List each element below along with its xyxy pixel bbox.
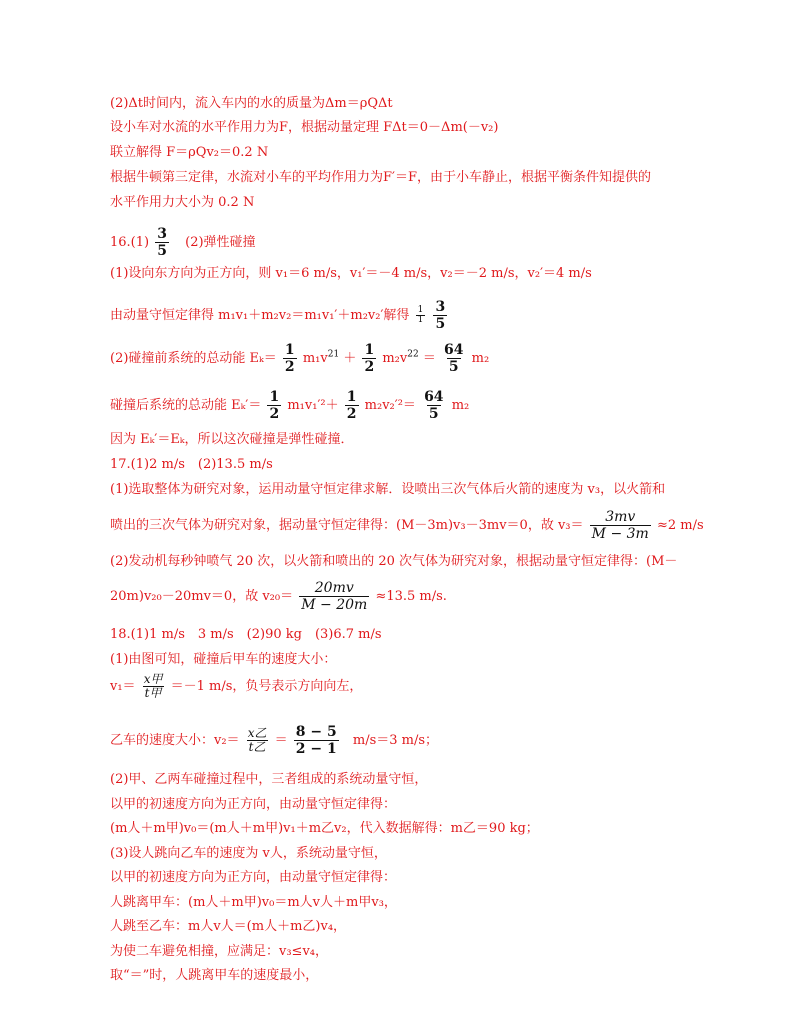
text-line: (m人＋m甲)v₀＝(m人＋m甲)v₁＋m乙v₂，代入数据解得：m乙＝90 kg；	[110, 821, 539, 836]
fraction: $\frac{1}{2}$	[346, 389, 357, 422]
text-line: 以甲的初速度方向为正方向，由动量守恒定律得：	[110, 797, 397, 812]
answer-16-line	[110, 226, 256, 259]
text-line: 取“＝”时，人跳离甲车的速度最小，	[110, 968, 319, 983]
answer-18-line: 18.(1)1 m/s 3 m/s (2)90 kg (3)6.7 m/s	[110, 627, 382, 642]
answer-text: (2)弹性碰撞	[185, 235, 256, 250]
text-line: (2)发动机每秒钟喷气 20 次，以火箭和喷出的 20 次气体为研究对象，根据动量守恒定律得：(M－	[110, 554, 678, 569]
fraction: $\frac{1}{2}$	[364, 342, 375, 375]
fraction: $\frac{64}{5}$	[424, 389, 444, 422]
fraction: $\frac{3mv}{M - 3m}$	[591, 509, 649, 542]
text-line: (1)由图可知，碰撞后甲车的速度大小：	[110, 652, 337, 667]
text-line: 水平作用力大小为 0.2 N	[110, 195, 255, 210]
fraction: $\frac{1}{2}$	[269, 389, 280, 422]
equation-text: 由动量守恒定律得 m₁v₁＋m₂v₂＝m₁v₁′＋m₂v₂′解得	[110, 308, 410, 323]
fraction: $\frac{3}{5}$	[157, 226, 167, 259]
text-line: 因为 Eₖ′＝Eₖ，所以这次碰撞是弹性碰撞．	[110, 432, 354, 447]
equation-line	[110, 299, 449, 332]
fraction: $\frac{\text{x甲}}{\text{t甲}}$	[143, 672, 163, 700]
velocity-yi-line: 乙车的速度大小：v₂＝ $\frac{\text{x乙}}{\text{t乙}}$ ＝ $\frac{8 - 5}{2 - 1}$ m/s＝3 m/s；	[110, 724, 439, 757]
fraction: $\frac{8 - 5}{2 - 1}$	[295, 724, 337, 757]
text-line: 根据牛顿第三定律，水流对小车的平均作用力为F′＝F，由于小车静止，根据平衡条件知提供的	[110, 170, 651, 185]
fraction: $\frac{20mv}{M - 20m}$	[301, 580, 368, 613]
fraction: $\frac{1}{2}$	[284, 342, 295, 375]
text-line: (2)甲、乙两车碰撞过程中，三者组成的系统动量守恒，	[110, 772, 428, 787]
rocket-v3-line: 喷出的三次气体为研究对象，据动量守恒定律得：(M－3m)v₃－3mv＝0，故 v₃＝ $\frac{3mv}{M - 3m}$ ≈2 m/s	[110, 509, 704, 542]
text-line: 人跳离甲车：(m人＋m甲)v₀＝m人v人＋m甲v₃，	[110, 895, 397, 910]
question-number: 16.(1)	[110, 235, 150, 250]
kinetic-energy-before-line: (2)碰撞前系统的总动能 Eₖ＝ $\frac{1}{2}$ $m_1v^{21}$ ＋ $\frac{1}{2}$ $m_2v^{22}$ ＝ $\frac{64}{5}$ m₂	[110, 342, 490, 375]
text-line: 以甲的初速度方向为正方向，由动量守恒定律得：	[110, 870, 397, 885]
text-line: 人跳至乙车：m人v人＝(m人＋m乙)v₄，	[110, 919, 347, 934]
fraction: $\frac{3}{5}$	[435, 299, 446, 332]
text-line: (3)设人跳向乙车的速度为 v人，系统动量守恒，	[110, 846, 387, 861]
text-line: (1)选取整体为研究对象，运用动量守恒定律求解．设喷出三次气体后火箭的速度为 v₃，以火箭和	[110, 482, 666, 497]
fraction: $\frac{64}{5}$	[444, 342, 464, 375]
text-line: (2)Δt时间内，流入车内的水的质量为Δm＝ρQΔt	[110, 96, 393, 111]
text-line: 联立解得 F＝ρQv₂＝0.2 N	[110, 145, 269, 160]
fraction-small: $\frac{1}{1}$	[417, 305, 424, 325]
text-line: 设小车对水流的水平作用力为F，根据动量定理 FΔt＝0－Δm(－v₂)	[110, 120, 499, 135]
text-line: (1)设向东方向为正方向，则 v₁＝6 m/s，v₁′＝－4 m/s，v₂＝－2 m/s，v₂′＝4 m/s	[110, 266, 592, 281]
velocity-jia-line: v₁＝ $\frac{\text{x甲}}{\text{t甲}}$ ＝－1 m/s，负号表示方向向左，	[110, 672, 363, 700]
kinetic-energy-after-line: 碰撞后系统的总动能 Eₖ′＝ $\frac{1}{2}$ m₁v₁′²＋ $\frac{1}{2}$ m₂v₂′²＝ $\frac{64}{5}$ m₂	[110, 389, 470, 422]
answer-17-line: 17.(1)2 m/s (2)13.5 m/s	[110, 457, 273, 472]
fraction: $\frac{\text{x乙}}{\text{t乙}}$	[247, 726, 267, 754]
rocket-v20-line: 20m)v₂₀－20mv＝0，故 v₂₀＝ $\frac{20mv}{M - 20m}$ ≈13.5 m/s.	[110, 580, 447, 613]
text-line: 为使二车避免相撞，应满足：v₃≤v₄，	[110, 944, 329, 959]
